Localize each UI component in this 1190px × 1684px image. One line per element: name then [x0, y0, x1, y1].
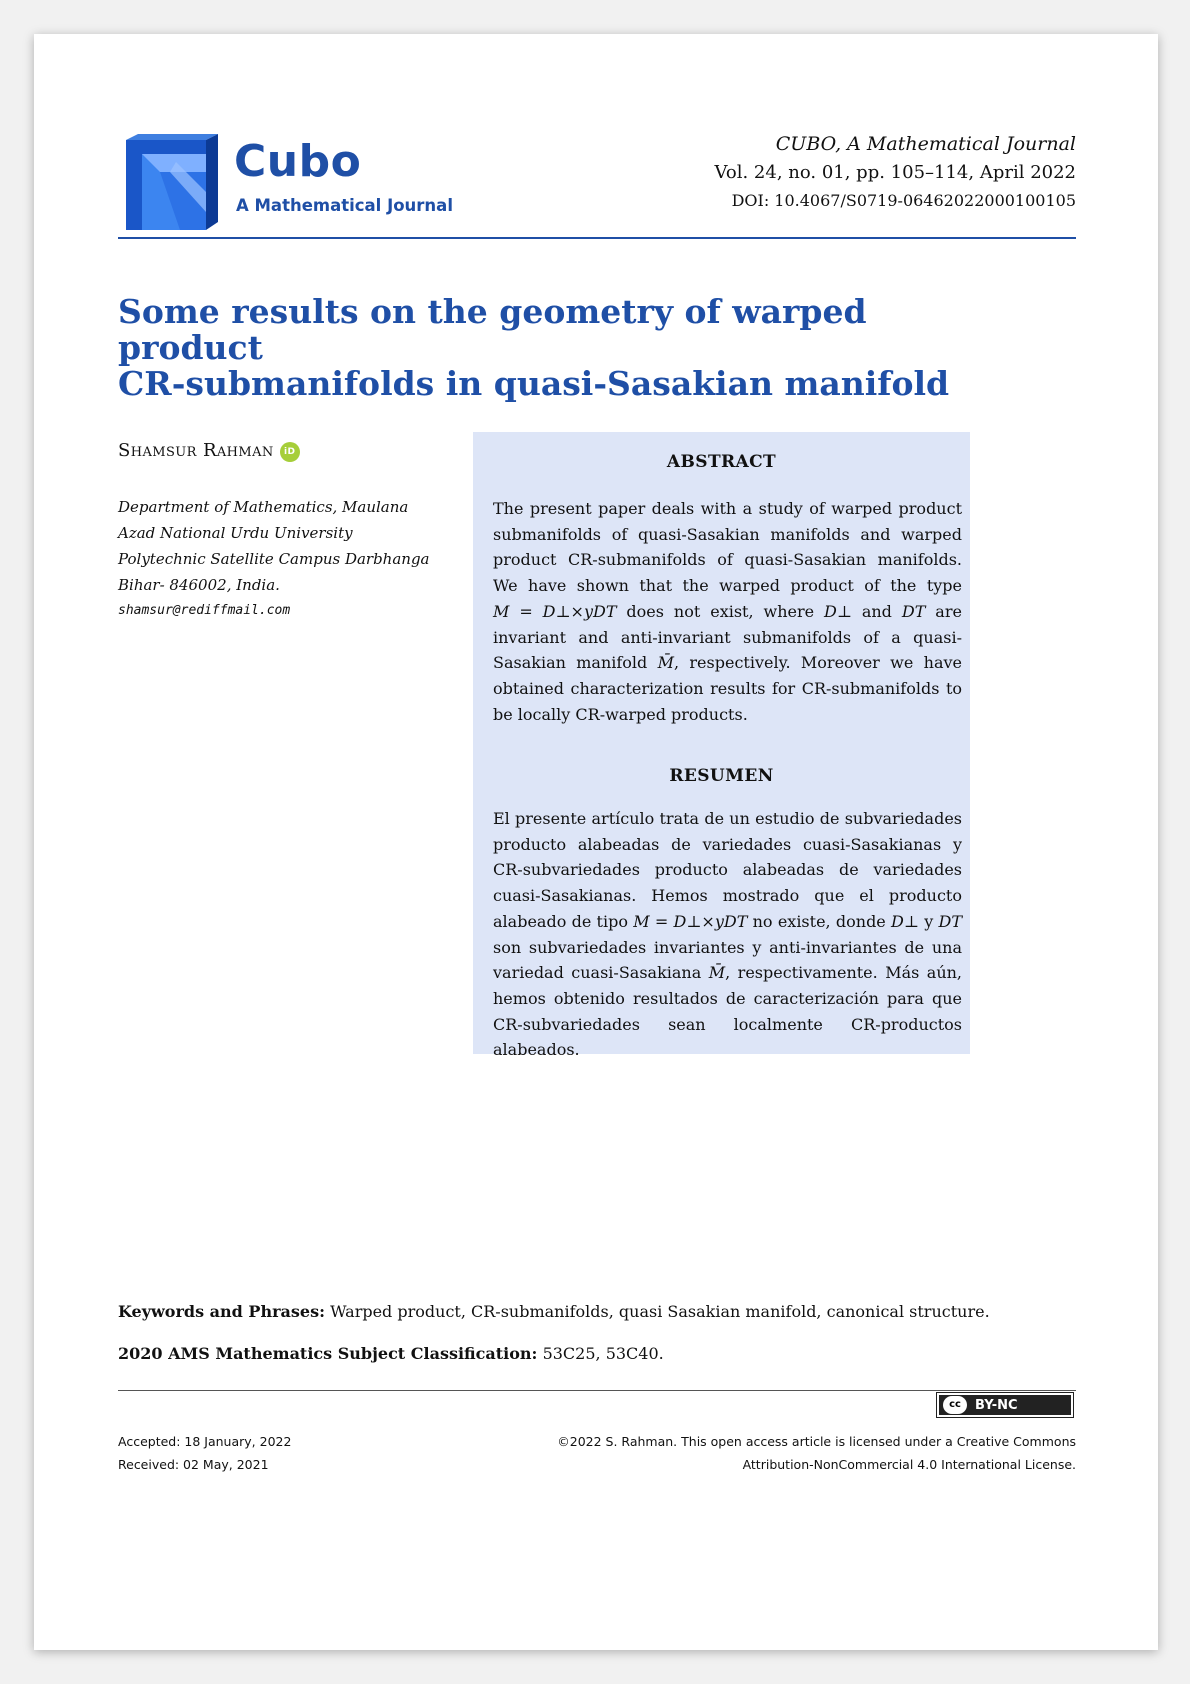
abstract-text: The present paper deals with a study of warped product submanifolds of quasi-Sasakian manifolds and warped product CR-submanifolds of quasi-Sasakian manifolds. We have shown that the warped product of the type M = D⊥×yDT does not exist, where D⊥ and DT are invariant and anti-invariant submanifolds of a quasi-Sasakian manifold M̄, respectively. Moreover we have obtained characterization results for CR-submanifolds to be locally CR-warped products.: [493, 499, 962, 724]
license-text: [557, 1430, 1076, 1476]
article-dates: [118, 1430, 291, 1476]
author-label: Shamsur Rahman: [118, 440, 274, 461]
cc-label: BY-NC: [975, 1397, 1018, 1413]
license-line-1: ©2022 S. Rahman. This open access article is licensed under a Creative Commons: [557, 1434, 1076, 1449]
keywords-label: Keywords and Phrases:: [118, 1302, 325, 1321]
msc-label: 2020 AMS Mathematics Subject Classification:: [118, 1344, 538, 1363]
math-formula: DT: [938, 911, 962, 931]
abstract-box: [473, 432, 970, 1060]
keywords-value: Warped product, CR-submanifolds, quasi Sasakian manifold, canonical structure.: [330, 1302, 990, 1321]
math-formula: D⊥: [891, 911, 919, 931]
resumen-heading: RESUMEN: [669, 766, 774, 786]
journal-info: [715, 130, 1076, 214]
paper-title: [118, 294, 1018, 402]
math-formula: M̄: [657, 653, 674, 673]
affiliation-line: Polytechnic Satellite Campus Darbhanga: [118, 550, 430, 568]
abstract-heading: ABSTRACT: [666, 452, 777, 472]
author-email[interactable]: shamsur@rediffmail.com: [118, 603, 291, 618]
author-name: [118, 440, 300, 462]
math-formula: D⊥: [824, 601, 852, 621]
logo-name: Cubo: [234, 136, 362, 187]
header-divider: [118, 237, 1076, 239]
affiliation: [118, 494, 458, 624]
math-formula: DT: [901, 601, 926, 621]
math-formula: M = D⊥×yDT: [493, 601, 617, 621]
volume-line: Vol. 24, no. 01, pp. 105–114, April 2022: [714, 162, 1076, 183]
doi-link[interactable]: DOI: 10.4067/S0719-06462022000100105: [731, 191, 1076, 210]
msc-classification: [118, 1344, 998, 1363]
math-formula: M̄: [708, 963, 726, 983]
license-line-2[interactable]: Attribution-NonCommercial 4.0 International License.: [742, 1457, 1076, 1472]
affiliation-line: Department of Mathematics, Maulana: [118, 498, 409, 516]
cc-license-badge[interactable]: [937, 1393, 1073, 1417]
msc-value: 53C25, 53C40.: [542, 1344, 664, 1363]
affiliation-line: Bihar- 846002, India.: [118, 576, 280, 594]
math-formula: M = D⊥×yDT: [633, 911, 748, 931]
orcid-icon[interactable]: iD: [280, 442, 300, 462]
received-date: Received: 02 May, 2021: [118, 1457, 269, 1472]
affiliation-line: Azad National Urdu University: [118, 524, 353, 542]
footer-divider: [118, 1390, 1076, 1391]
resumen-text: El presente artículo trata de un estudio de subvariedades producto alabeadas de variedades cuasi-Sasakianas y CR-subvariedades producto alabeadas de variedades cuasi-Sasakianas. Hemos mostrado que el producto alabeado de tipo M = D⊥×yDT no existe, donde D⊥ y DT son subvariedades invariantes y anti-invariantes de una variedad cuasi-Sasakiana M̄, respectivamente. Más aún, hemos obtenido resultados de caracterización para que CR-subvariedades sean localmente CR-productos alabeados.: [493, 809, 963, 1060]
title-line-2: CR-submanifolds in quasi-Sasakian manifold: [118, 364, 950, 403]
logo-subtitle: A Mathematical Journal: [236, 196, 453, 215]
keywords: [118, 1302, 998, 1321]
cc-icon: cc: [943, 1396, 967, 1414]
accepted-date: Accepted: 18 January, 2022: [118, 1434, 292, 1449]
journal-logo: [120, 132, 460, 232]
cube-logo-icon: [120, 132, 230, 232]
journal-title: CUBO, A Mathematical Journal: [775, 133, 1076, 155]
title-line-1: Some results on the geometry of warped product: [118, 292, 867, 367]
